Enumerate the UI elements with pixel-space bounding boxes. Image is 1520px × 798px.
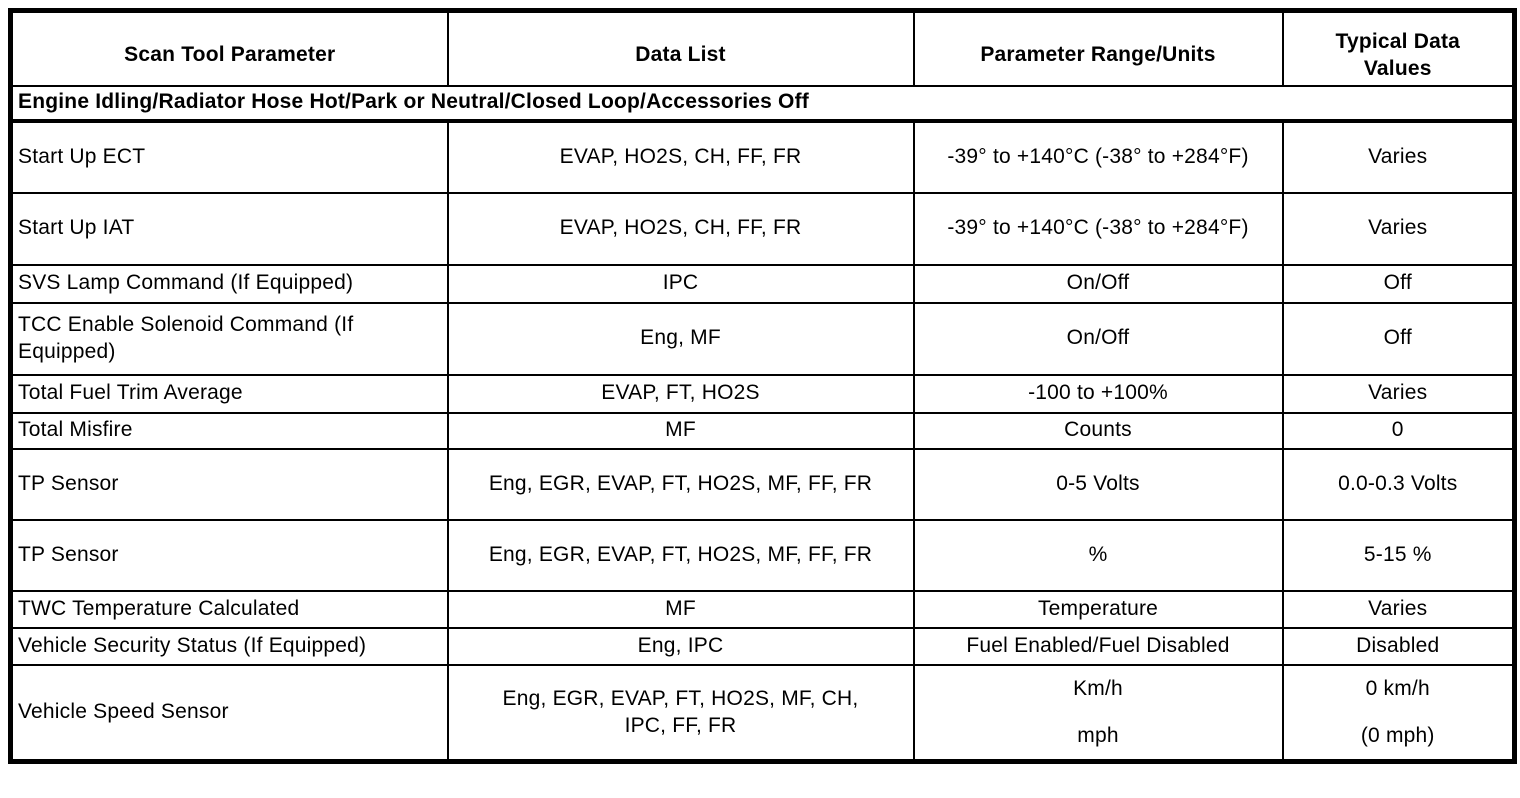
cell-range-units: Fuel Enabled/Fuel Disabled	[914, 628, 1283, 665]
cell-parameter: TP Sensor	[11, 449, 448, 520]
cell-range-units: %	[914, 520, 1283, 591]
cell-parameter: Start Up IAT	[11, 193, 448, 265]
scan-tool-parameters-table	[8, 8, 1517, 764]
range-units-line-1: Km/h	[1073, 676, 1123, 700]
typical-value-line-2: (0 mph)	[1360, 723, 1435, 747]
table-row	[11, 449, 1515, 520]
cell-typical-value: Varies	[1283, 193, 1515, 265]
column-header-data-list	[448, 11, 914, 86]
cell-data-list: EVAP, FT, HO2S	[448, 375, 914, 413]
typical-value-line-1: 0 km/h	[1365, 676, 1430, 700]
cell-typical-value	[1283, 665, 1515, 762]
cell-data-list: MF	[448, 591, 914, 628]
table-row	[11, 520, 1515, 591]
cell-parameter: Total Fuel Trim Average	[11, 375, 448, 413]
cell-parameter: TP Sensor	[11, 520, 448, 591]
cell-typical-value: Varies	[1283, 591, 1515, 628]
section-header-row	[11, 86, 1515, 121]
column-header-parameter-label: Scan Tool Parameter	[124, 43, 336, 67]
cell-range-units	[914, 665, 1283, 762]
cell-typical-value: Disabled	[1283, 628, 1515, 665]
column-header-parameter	[11, 11, 448, 86]
table-row	[11, 303, 1515, 375]
table-row	[11, 375, 1515, 413]
table-row	[11, 665, 1515, 762]
cell-data-list: EVAP, HO2S, CH, FF, FR	[448, 193, 914, 265]
cell-typical-value: Varies	[1283, 375, 1515, 413]
cell-parameter: TCC Enable Solenoid Command (If Equipped)	[11, 303, 448, 375]
table-header-row	[11, 11, 1515, 86]
cell-data-list: Eng, EGR, EVAP, FT, HO2S, MF, FF, FR	[448, 449, 914, 520]
cell-range-units: -100 to +100%	[914, 375, 1283, 413]
table-row	[11, 265, 1515, 303]
cell-range-units: Temperature	[914, 591, 1283, 628]
cell-typical-value: 0	[1283, 413, 1515, 449]
cell-range-units: On/Off	[914, 265, 1283, 303]
table-row	[11, 628, 1515, 665]
cell-parameter: Vehicle Speed Sensor	[11, 665, 448, 762]
cell-parameter: SVS Lamp Command (If Equipped)	[11, 265, 448, 303]
cell-typical-value: Off	[1283, 303, 1515, 375]
cell-parameter: Vehicle Security Status (If Equipped)	[11, 628, 448, 665]
cell-parameter: Total Misfire	[11, 413, 448, 449]
cell-parameter: Start Up ECT	[11, 121, 448, 193]
column-header-range-units-label: Parameter Range/Units	[980, 43, 1216, 67]
column-header-typical-values	[1283, 11, 1515, 86]
cell-range-units: 0-5 Volts	[914, 449, 1283, 520]
cell-typical-value: 5-15 %	[1283, 520, 1515, 591]
cell-parameter: TWC Temperature Calculated	[11, 591, 448, 628]
cell-range-units: On/Off	[914, 303, 1283, 375]
column-header-typical-values-label: Typical Data Values	[1335, 30, 1461, 80]
table-row	[11, 193, 1515, 265]
cell-range-units: -39° to +140°C (-38° to +284°F)	[914, 193, 1283, 265]
cell-typical-value: Off	[1283, 265, 1515, 303]
cell-typical-value: 0.0-0.3 Volts	[1283, 449, 1515, 520]
table-row	[11, 413, 1515, 449]
range-units-line-2: mph	[1077, 723, 1119, 747]
cell-data-list: Eng, MF	[448, 303, 914, 375]
section-header-cell: Engine Idling/Radiator Hose Hot/Park or Neutral/Closed Loop/Accessories Off	[11, 86, 1515, 121]
table-row	[11, 121, 1515, 193]
cell-range-units: Counts	[914, 413, 1283, 449]
cell-typical-value: Varies	[1283, 121, 1515, 193]
cell-data-list: Eng, EGR, EVAP, FT, HO2S, MF, FF, FR	[448, 520, 914, 591]
cell-data-list: Eng, EGR, EVAP, FT, HO2S, MF, CH, IPC, FF, FR	[448, 665, 914, 762]
column-header-data-list-label: Data List	[635, 43, 726, 67]
cell-data-list: IPC	[448, 265, 914, 303]
cell-data-list: MF	[448, 413, 914, 449]
cell-data-list: EVAP, HO2S, CH, FF, FR	[448, 121, 914, 193]
cell-data-list: Eng, IPC	[448, 628, 914, 665]
table-row	[11, 591, 1515, 628]
cell-range-units: -39° to +140°C (-38° to +284°F)	[914, 121, 1283, 193]
column-header-range-units	[914, 11, 1283, 86]
